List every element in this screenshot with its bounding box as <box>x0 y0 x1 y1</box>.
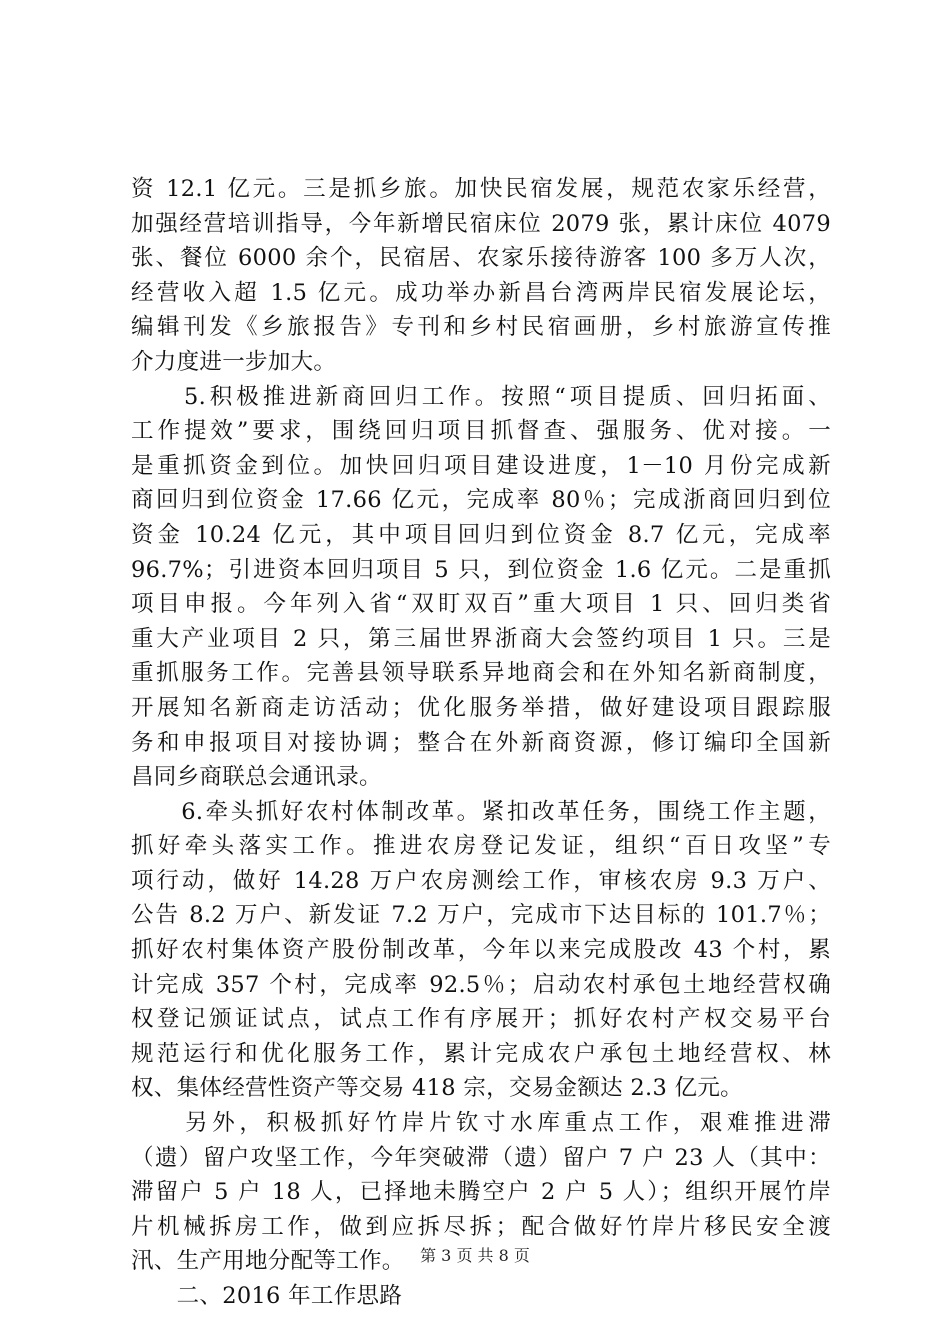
text-line: 抓好牵头落实工作。推进农房登记发证，组织“百日攻坚”专 <box>131 833 831 860</box>
text-line: 张、餐位 6000 余个，民宿居、农家乐接待游客 100 多万人次， <box>131 245 831 272</box>
text-line: 5.积极推进新商回归工作。按照“项目提质、回归拓面、 <box>131 383 831 410</box>
text-line: 重大产业项目 2 只，第三届世界浙商大会签约项目 1 只。三是 <box>131 625 831 652</box>
text-line: 另外，积极抓好竹岸片钦寸水库重点工作，艰难推进滞 <box>131 1110 831 1137</box>
text-line: 昌同乡商联总会通讯录。 <box>131 764 382 791</box>
text-line: 公告 8.2 万户、新发证 7.2 万户，完成市下达目标的 101.7％； <box>131 902 831 929</box>
text-line: 权、集体经营性资产等交易 418 宗，交易金额达 2.3 亿元。 <box>131 1075 743 1102</box>
text-line: 6.牵头抓好农村体制改革。紧扣改革任务，围绕工作主题， <box>131 798 831 825</box>
text-line: 汛、生产用地分配等工作。 <box>131 1248 405 1275</box>
text-line: 是重抓资金到位。加快回归项目建设进度，1－10 月份完成新 <box>131 452 831 479</box>
text-line: 开展知名新商走访活动；优化服务举措，做好建设项目跟踪服 <box>131 694 831 721</box>
document-body <box>131 172 831 1314</box>
text-line: 资 12.1 亿元。三是抓乡旅。加快民宿发展，规范农家乐经营， <box>131 176 831 202</box>
text-line: 编辑刊发《乡旅报告》专刊和乡村民宿画册，乡村旅游宣传推 <box>131 314 831 341</box>
text-line: 资金 10.24 亿元，其中项目回归到位资金 8.7 亿元，完成率 <box>131 521 831 548</box>
text-line: 经营收入超 1.5 亿元。成功举办新昌台湾两岸民宿发展论坛， <box>131 279 831 306</box>
text-line: 商回归到位资金 17.66 亿元，完成率 80％；完成浙商回归到位 <box>131 487 831 514</box>
text-line: 加强经营培训指导，今年新增民宿床位 2079 张，累计床位 4079 <box>131 210 831 237</box>
text-line: 规范运行和优化服务工作，累计完成农户承包土地经营权、林 <box>131 1040 831 1067</box>
text-line: （遗）留户攻坚工作，今年突破滞（遗）留户 7 户 23 人（其中： <box>131 1144 831 1171</box>
text-line: 介力度进一步加大。 <box>131 348 337 375</box>
text-line: 二、2016 年工作思路 <box>131 1283 403 1309</box>
text-line: 计完成 357 个村，完成率 92.5％；启动农村承包土地经营权确 <box>131 971 831 998</box>
text-line: 抓好农村集体资产股份制改革，今年以来完成股改 43 个村，累 <box>131 937 831 964</box>
text-line: 96.7%；引进资本回归项目 5 只，到位资金 1.6 亿元。二是重抓 <box>131 556 831 583</box>
text-line: 工作提效”要求，围绕回归项目抓督查、强服务、优对接。一 <box>131 418 831 445</box>
text-line: 滞留户 5 户 18 人，已择地未腾空户 2 户 5 人）；组织开展竹岸 <box>131 1179 831 1206</box>
text-line: 项目申报。今年列入省“双盯双百”重大项目 1 只、回归类省 <box>131 591 831 618</box>
text-line: 项行动，做好 14.28 万户农房测绘工作，审核农房 9.3 万户、 <box>131 867 831 894</box>
text-line: 重抓服务工作。完善县领导联系异地商会和在外知名新商制度， <box>131 660 831 687</box>
text-line: 片机械拆房工作，做到应拆尽拆；配合做好竹岸片移民安全渡 <box>131 1213 831 1240</box>
page-footer: 第 3 页 共 8 页 <box>420 1246 530 1265</box>
text-line: 务和申报项目对接协调；整合在外新商资源，修订编印全国新 <box>131 729 831 756</box>
text-line: 权登记颁证试点，试点工作有序展开；抓好农村产权交易平台 <box>131 1006 831 1033</box>
